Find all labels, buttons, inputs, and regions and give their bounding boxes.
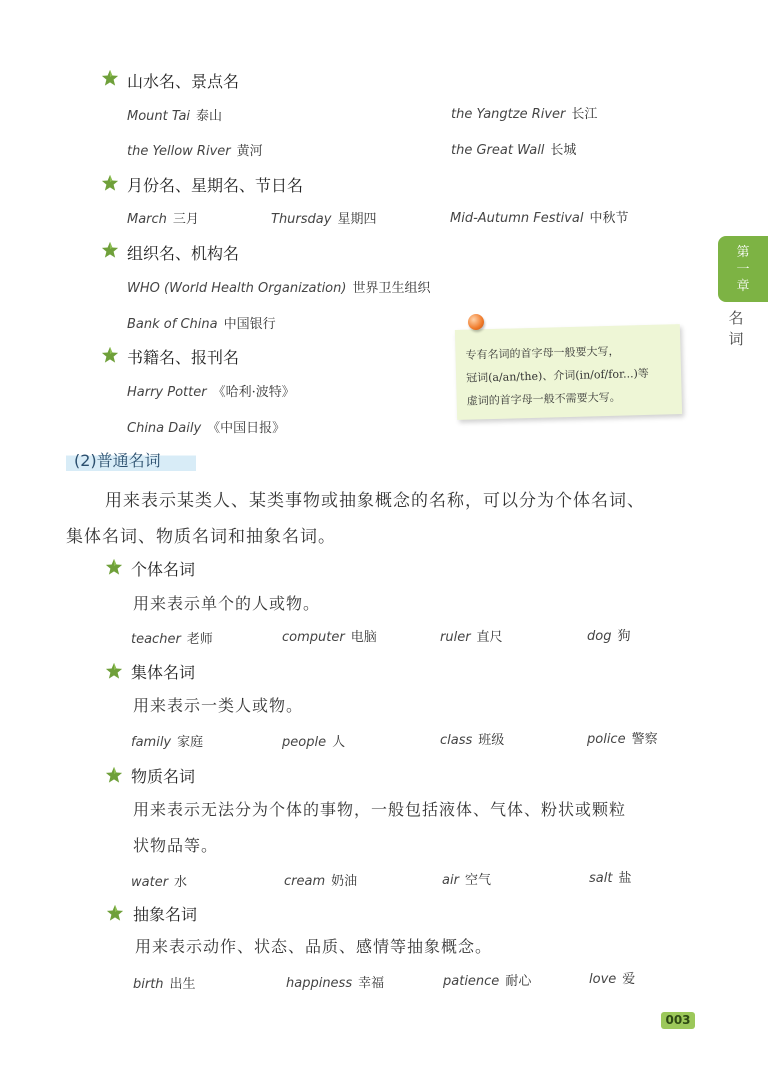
example-item: China Daily 《中国日报》 <box>127 421 286 436</box>
example-item: air 空气 <box>442 873 491 888</box>
example-item: birth 出生 <box>133 977 196 992</box>
example-item: salt 盐 <box>589 871 632 886</box>
heading-book-newspaper-names: 书籍名、报刊名 <box>127 348 240 367</box>
description: 用来表示无法分为个体的事物，一般包括液体、气体、粉状或颗粒 <box>133 800 627 819</box>
example-item: cream 奶油 <box>284 874 358 889</box>
example-item: family 家庭 <box>131 735 204 750</box>
star-bullet-icon <box>105 558 123 576</box>
example-item: the Great Wall 长城 <box>451 143 577 158</box>
example-item: Bank of China 中国银行 <box>127 317 276 332</box>
example-item: class 班级 <box>440 733 505 748</box>
heading-abstract-nouns: 抽象名词 <box>133 905 198 924</box>
chapter-tab: 第 一 章 <box>718 236 768 302</box>
section-intro-line: 集体名词、物质名词和抽象名词。 <box>66 527 336 547</box>
heading-organization-names: 组织名、机构名 <box>127 244 240 263</box>
section-intro-line: 用来表示某类人、某类事物或抽象概念的名称，可以分为个体名词、 <box>105 491 645 511</box>
example-item: teacher 老师 <box>131 632 213 647</box>
star-bullet-icon <box>106 904 124 922</box>
note-line: 冠词(a/an/the)、介词(in/of/for...)等 <box>465 366 649 385</box>
example-item: WHO (World Health Organization) 世界卫生组织 <box>127 281 431 296</box>
example-item: Thursday 星期四 <box>271 212 377 227</box>
example-item: water 水 <box>131 875 188 890</box>
heading-month-week-holiday-names: 月份名、星期名、节日名 <box>127 176 304 195</box>
example-item: computer 电脑 <box>282 630 377 645</box>
heading-material-nouns: 物质名词 <box>131 767 196 786</box>
note-line: 专有名词的首字母一般要大写， <box>465 344 620 362</box>
heading-individual-nouns: 个体名词 <box>131 560 196 579</box>
example-item: people 人 <box>282 735 346 750</box>
example-item: Mid-Autumn Festival 中秋节 <box>450 211 629 226</box>
example-item: the Yangtze River 长江 <box>451 107 598 122</box>
heading-collective-nouns: 集体名词 <box>131 663 196 682</box>
star-bullet-icon <box>101 174 119 192</box>
example-item: patience 耐心 <box>443 974 532 989</box>
heading-landmark-names: 山水名、景点名 <box>127 72 240 91</box>
example-item: police 警察 <box>587 732 658 747</box>
star-bullet-icon <box>105 662 123 680</box>
description: 用来表示一类人或物。 <box>133 696 304 715</box>
example-item: March 三月 <box>127 212 199 227</box>
description: 状物品等。 <box>133 836 219 855</box>
example-item: happiness 幸福 <box>286 976 385 991</box>
star-bullet-icon <box>101 241 119 259</box>
star-bullet-icon <box>101 346 119 364</box>
example-item: love 爱 <box>589 972 636 987</box>
pushpin-icon <box>468 314 484 330</box>
description: 用来表示动作、状态、品质、感情等抽象概念。 <box>135 937 493 956</box>
star-bullet-icon <box>101 69 119 87</box>
page-number: 003 <box>661 1012 695 1029</box>
example-item: ruler 直尺 <box>440 630 503 645</box>
section-heading-common-nouns: (2)普通名词 <box>66 449 196 471</box>
star-bullet-icon <box>105 766 123 784</box>
chapter-title-vertical: 名 词 <box>728 309 744 348</box>
note-line: 虚词的首字母一般不需要大写。 <box>466 390 621 408</box>
tip-note <box>455 324 682 420</box>
example-item: Mount Tai 泰山 <box>127 109 223 124</box>
example-item: the Yellow River 黄河 <box>127 144 263 159</box>
example-item: Harry Potter 《哈利·波特》 <box>127 385 295 400</box>
example-item: dog 狗 <box>587 629 631 644</box>
description: 用来表示单个的人或物。 <box>133 594 321 613</box>
